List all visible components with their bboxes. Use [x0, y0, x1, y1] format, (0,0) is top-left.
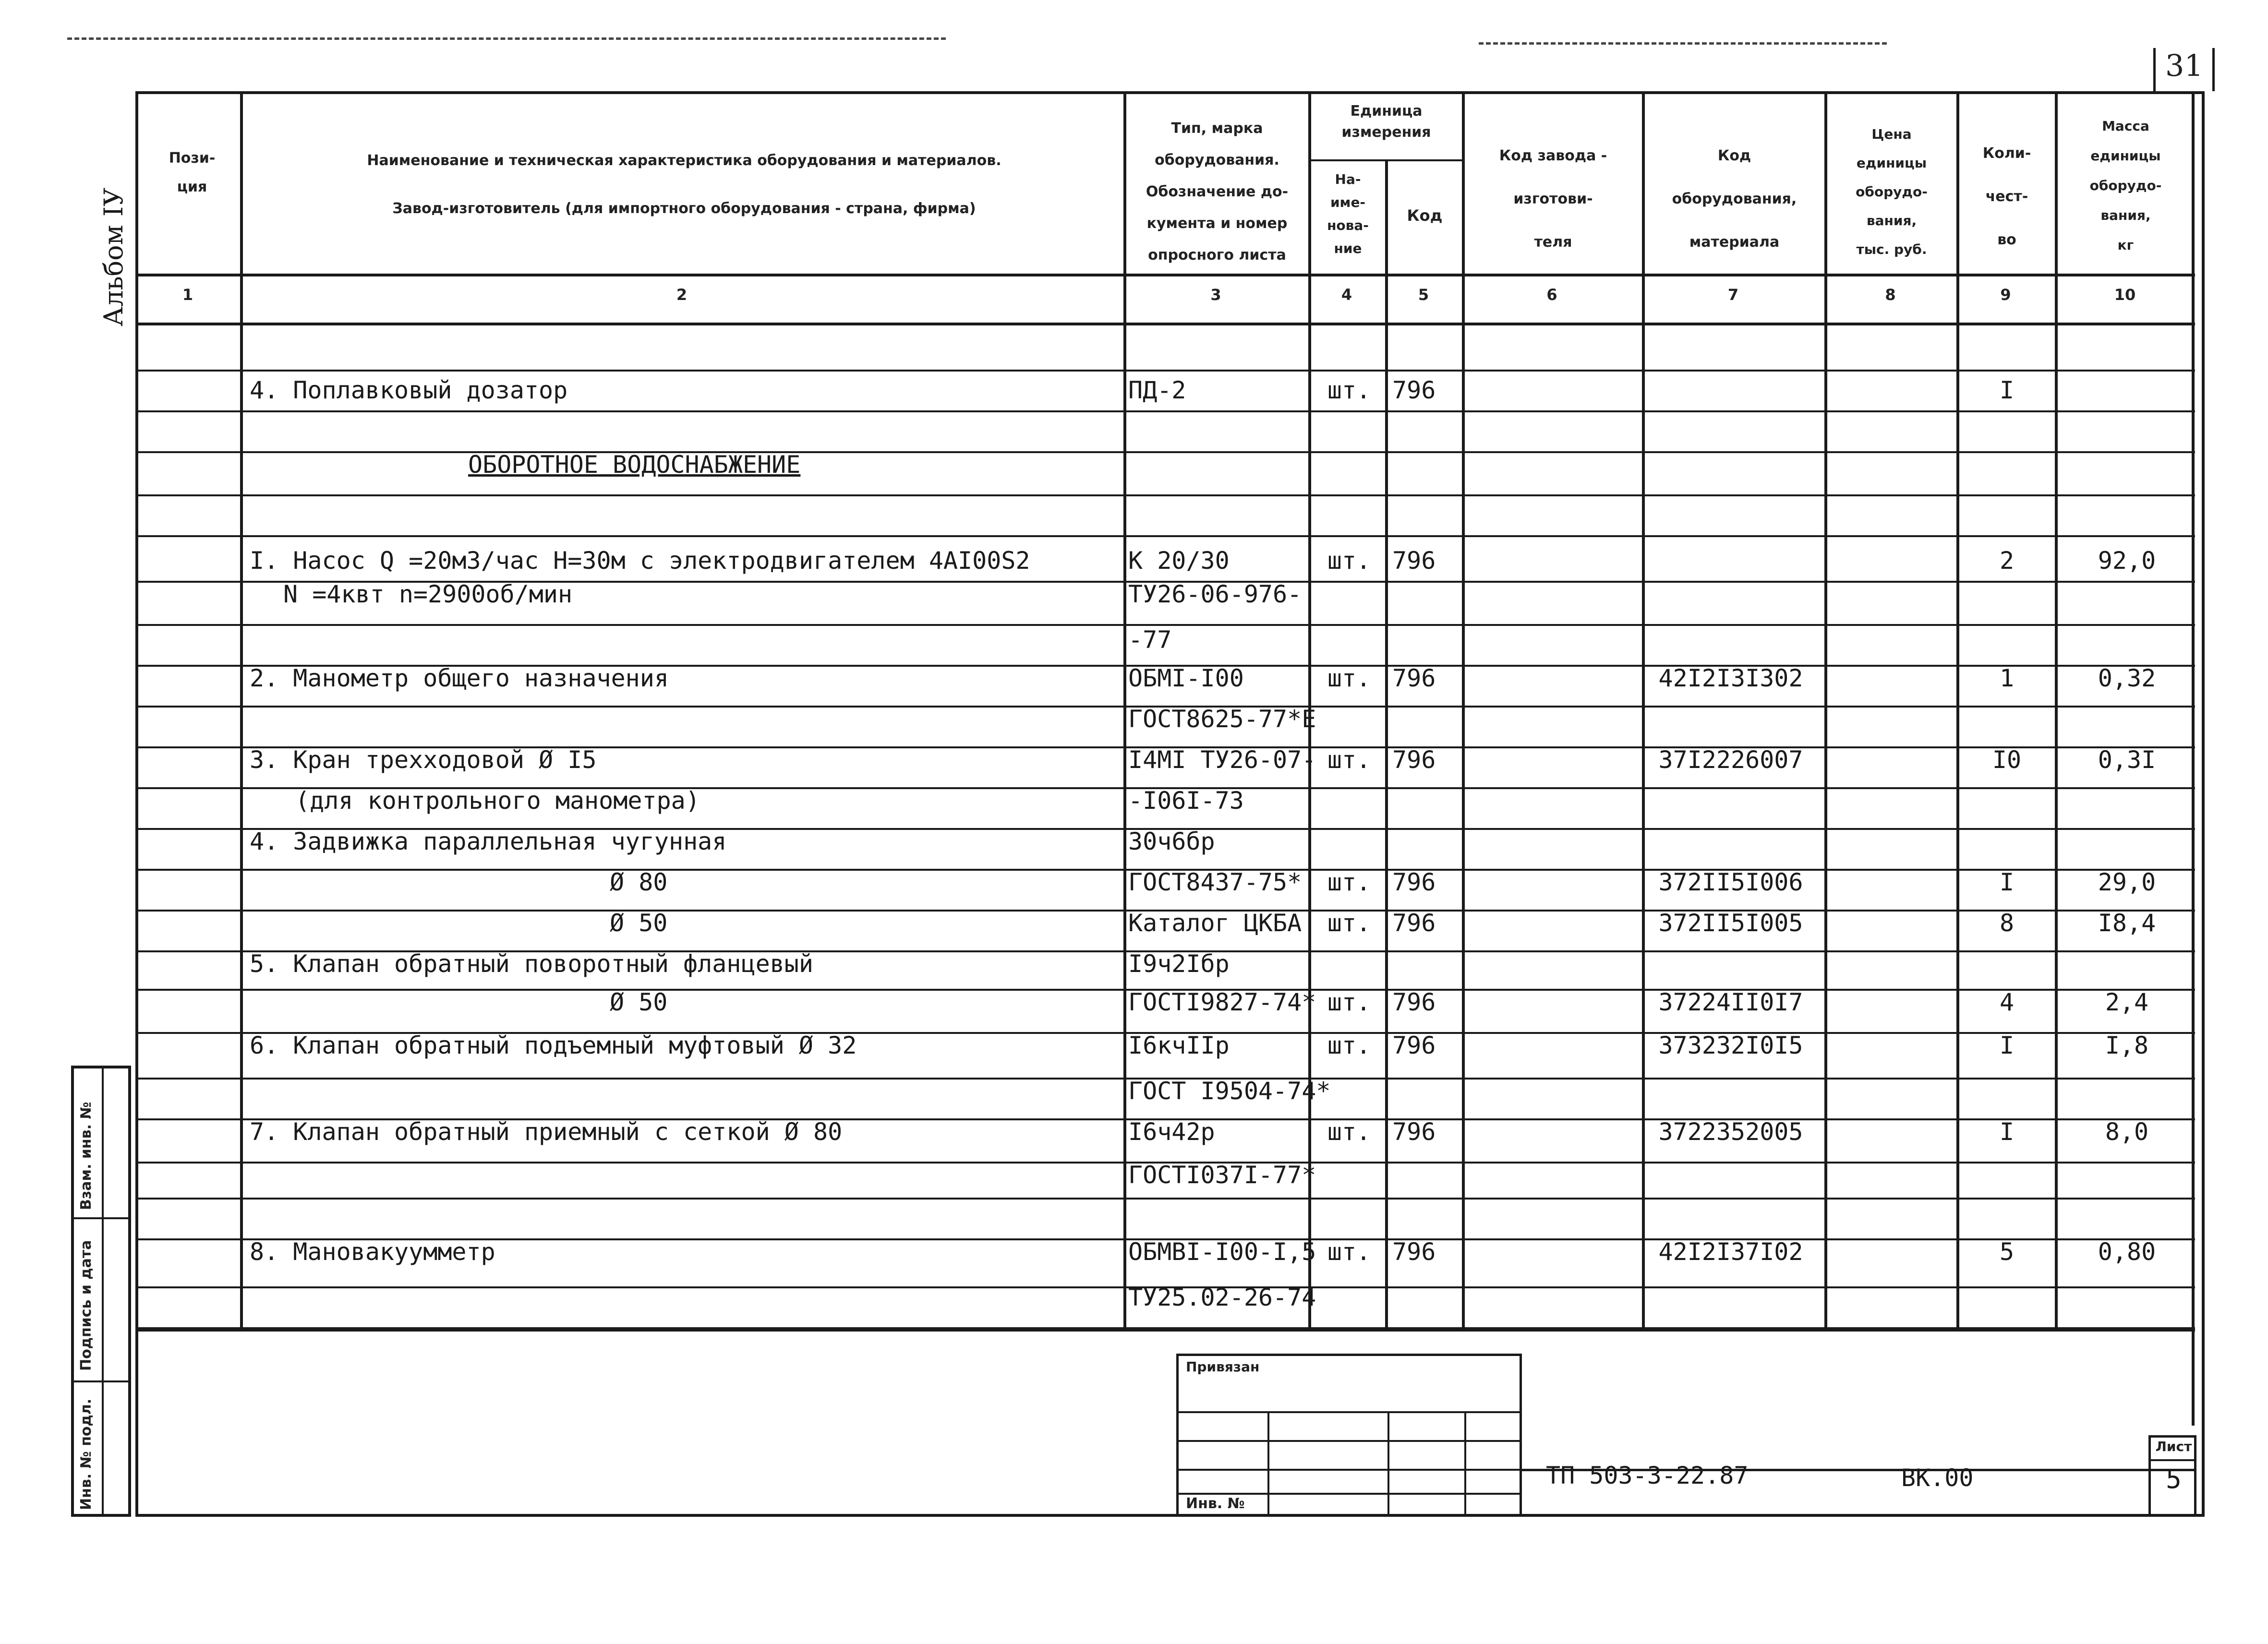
hdr-factory-code: Код завода - изготови- теля	[1499, 147, 1607, 251]
row-unit-code: 796	[1392, 1238, 1436, 1266]
row-quantity: 5	[1999, 1238, 2015, 1266]
row-material-code: 3722352005	[1658, 1118, 1803, 1146]
row-mass: 8,0	[2105, 1118, 2149, 1146]
row-unit: шт.	[1327, 868, 1371, 896]
row-quantity: I0	[1992, 746, 2022, 774]
row-type: ТУ25.02-26-74	[1128, 1284, 1316, 1311]
row-name: 4. Поплавковый дозатор	[250, 376, 568, 404]
row-type: ТУ26-06-976-	[1128, 580, 1302, 608]
side-stamp-sign-date: Подпись и дата	[78, 1240, 95, 1371]
sheet-box	[2148, 1435, 2196, 1517]
row-name: 7. Клапан обратный приемный с сеткой Ø 80	[250, 1118, 843, 1146]
row-type: ГОСТI9827-74*	[1128, 988, 1316, 1016]
top-dashed-line-right	[1479, 42, 1887, 45]
album-label: Альбом IУ	[98, 187, 129, 326]
column-number-5: 5	[1418, 286, 1429, 304]
row-material-code: 42I2I37I02	[1658, 1238, 1803, 1266]
row-unit: шт.	[1327, 909, 1371, 937]
column-number-10: 10	[2114, 286, 2136, 304]
row-quantity: 8	[1999, 909, 2015, 937]
row-mass: 0,32	[2098, 664, 2156, 692]
row-unit-code: 796	[1392, 664, 1436, 692]
hdr-unit: Единица измерения	[1341, 103, 1431, 141]
side-stamp	[71, 1066, 131, 1517]
col-line-4	[1385, 159, 1388, 1330]
stamp-privyazan: Привязан	[1186, 1359, 1260, 1375]
row-unit-code: 796	[1392, 376, 1436, 404]
row-quantity: 2	[1999, 547, 2015, 575]
row-quantity: 1	[1999, 664, 2015, 692]
stamp-inv: Инв. №	[1186, 1495, 1245, 1512]
hdr-unit-name: На- име- нова- ние	[1327, 171, 1369, 256]
row-line	[135, 494, 2195, 496]
row-line	[135, 410, 2195, 412]
row-type: ГОСТ8625-77*Е	[1128, 705, 1316, 733]
side-stamp-inv-orig: Инв. № подл.	[78, 1398, 95, 1510]
top-dashed-line-left	[67, 37, 946, 40]
doc-code: ТП 503-3-22.87	[1546, 1462, 1749, 1489]
row-material-code: 372II5I006	[1658, 868, 1803, 896]
row-type: ОБМВI-I00-I,5	[1128, 1238, 1316, 1266]
row-unit: шт.	[1327, 664, 1371, 692]
section-title: ОБОРОТНОЕ ВОДОСНАБЖЕНИЕ	[468, 451, 801, 479]
row-type: ГОСТ I9504-74*	[1128, 1077, 1331, 1105]
row-quantity: I	[1999, 868, 2015, 896]
hdr-mass: Масса единицы оборудо- вания, кг	[2089, 118, 2162, 253]
row-mass: 0,80	[2098, 1238, 2156, 1266]
table-bottom-line	[135, 1327, 2195, 1331]
row-type: I6ч42р	[1128, 1118, 1215, 1146]
row-mass: 0,3I	[2098, 746, 2156, 774]
hdr-type: Тип, марка оборудования. Обозначение до- кумента и номер опросного листа	[1146, 120, 1289, 264]
row-unit: шт.	[1327, 1118, 1371, 1146]
row-name: Ø 80	[610, 868, 668, 896]
row-mass: I,8	[2105, 1032, 2149, 1059]
col-line-6	[1642, 91, 1645, 1330]
row-quantity: I	[1999, 376, 2015, 404]
col-line-8	[1956, 91, 1959, 1330]
row-unit-code: 796	[1392, 909, 1436, 937]
hdr-pos: Пози- ция	[169, 150, 216, 195]
row-type: ПД-2	[1128, 376, 1186, 404]
row-quantity: 4	[1999, 988, 2015, 1016]
row-quantity: I	[1999, 1118, 2015, 1146]
column-number-7: 7	[1727, 286, 1739, 304]
row-mass: I8,4	[2098, 909, 2156, 937]
row-quantity: I	[1999, 1032, 2015, 1059]
top-right-tick-2	[2212, 48, 2215, 91]
row-name: I. Насос Q =20м3/час Н=30м с электродвигателем 4АI00S2	[250, 547, 1030, 575]
row-type: ГОСТ8437-75*	[1128, 868, 1302, 896]
row-line	[135, 535, 2195, 537]
row-unit: шт.	[1327, 1032, 1371, 1059]
row-name: N =4квт n=2900об/мин	[283, 580, 573, 608]
row-unit: шт.	[1327, 376, 1371, 404]
row-name: Ø 50	[610, 909, 668, 937]
row-mass: 92,0	[2098, 547, 2156, 575]
top-right-number: 31	[2165, 48, 2203, 83]
column-number-1: 1	[182, 286, 193, 304]
hdr-price: Цена единицы оборудо- вания, тыс. руб.	[1856, 126, 1928, 257]
row-type: -I06I-73	[1128, 787, 1244, 815]
column-number-9: 9	[2000, 286, 2011, 304]
col-line-1	[240, 91, 243, 1330]
row-mass: 29,0	[2098, 868, 2156, 896]
row-material-code: 42I2I3I302	[1658, 664, 1803, 692]
column-number-2: 2	[676, 286, 688, 304]
row-name: Ø 50	[610, 988, 668, 1016]
row-type: I4МI ТУ26-07-	[1128, 746, 1316, 774]
row-type: Каталог ЦКБА	[1128, 909, 1302, 937]
row-unit: шт.	[1327, 746, 1371, 774]
sheet-label: Лист	[2155, 1439, 2192, 1454]
col-line-9	[2055, 91, 2058, 1330]
row-unit: шт.	[1327, 988, 1371, 1016]
row-unit-code: 796	[1392, 868, 1436, 896]
row-type: ОБМI-I00	[1128, 664, 1244, 692]
row-type: -77	[1128, 626, 1172, 654]
row-name: 6. Клапан обратный подъемный муфтовый Ø 32	[250, 1032, 857, 1059]
col-line-5	[1462, 91, 1465, 1330]
row-material-code: 373232I0I5	[1658, 1032, 1803, 1059]
row-unit-code: 796	[1392, 746, 1436, 774]
row-line	[135, 1198, 2195, 1200]
row-name: 3. Кран трехходовой Ø I5	[250, 746, 597, 774]
stamp-block	[1176, 1354, 1522, 1517]
sheet-number: 5	[2166, 1464, 2182, 1494]
hdr-material-code: Код оборудования, материала	[1672, 147, 1797, 251]
column-number-4: 4	[1341, 286, 1352, 304]
row-material-code: 37I2226007	[1658, 746, 1803, 774]
col-line-7	[1824, 91, 1827, 1330]
doc-mark: ВК.00	[1901, 1464, 1974, 1492]
row-material-code: 37224II0I7	[1658, 988, 1803, 1016]
row-line	[135, 451, 2195, 453]
row-type: I6кчIIр	[1128, 1032, 1230, 1059]
column-number-6: 6	[1546, 286, 1557, 304]
row-unit-code: 796	[1392, 1032, 1436, 1059]
row-unit-code: 796	[1392, 988, 1436, 1016]
hdr-unit-code: Код	[1407, 206, 1443, 225]
column-number-8: 8	[1885, 286, 1896, 304]
row-unit-code: 796	[1392, 1118, 1436, 1146]
row-unit: шт.	[1327, 1238, 1371, 1266]
row-name: 2. Манометр общего назначения	[250, 664, 669, 692]
top-right-tick	[2153, 48, 2156, 91]
row-material-code: 372II5I005	[1658, 909, 1803, 937]
row-name: 5. Клапан обратный поворотный фланцевый	[250, 950, 813, 978]
hdr-qty: Коли- чест- во	[1982, 145, 2031, 248]
row-type: I9ч2Iбр	[1128, 950, 1230, 978]
row-type: К 20/30	[1128, 547, 1230, 575]
row-type: ГОСТI037I-77*	[1128, 1161, 1316, 1189]
row-unit-code: 796	[1392, 547, 1436, 575]
row-unit: шт.	[1327, 547, 1371, 575]
side-stamp-inv-repl: Взам. инв. №	[78, 1102, 95, 1210]
row-name: (для контрольного манометра)	[295, 787, 700, 815]
row-type: 30ч6бр	[1128, 828, 1215, 855]
hdr-name: Наименование и техническая характеристика оборудования и материалов. Завод-изготовитель (для импортного оборудования - страна, фирма)	[367, 152, 1001, 217]
col-line-2	[1123, 91, 1126, 1330]
row-line	[135, 370, 2195, 372]
row-mass: 2,4	[2105, 988, 2149, 1016]
row-name: 4. Задвижка параллельная чугунная	[250, 828, 727, 855]
row-name: 8. Мановакуумметр	[250, 1238, 495, 1266]
column-number-3: 3	[1210, 286, 1221, 304]
